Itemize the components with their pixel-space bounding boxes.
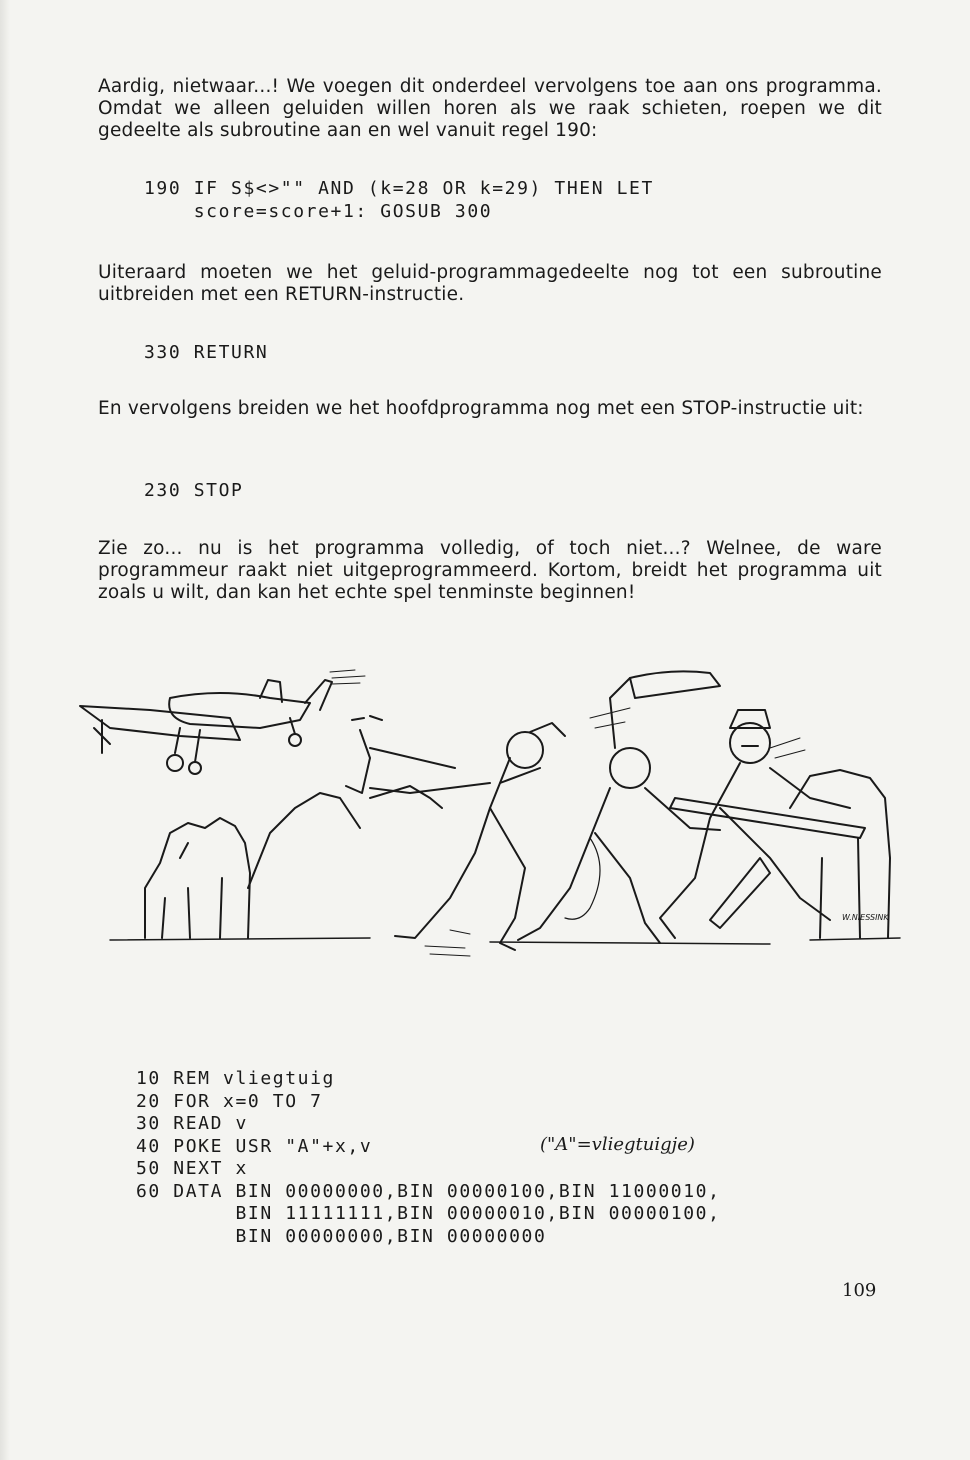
- cartoon-illustration: [70, 658, 920, 988]
- code-line-330: 330 RETURN: [144, 342, 269, 363]
- paragraph-return: Uiteraard moeten we het geluid-programmagedeelte nog tot een subroutine uitbreiden met een RETURN-instructie.: [98, 262, 882, 305]
- page-edge: [0, 0, 10, 1460]
- paragraph-conclusion: Zie zo... nu is het programma volledig, of toch niet...? Welnee, de ware programmeur raakt niet uitgeprogrammeerd. Kortom, breidt het programma uit zoals u wilt, dan kan het echte spel tenminste beginnen!: [98, 538, 882, 603]
- caveman-with-slingshot: [346, 716, 565, 950]
- airplane-drawing: [80, 670, 365, 774]
- basic-listing: 10 REM vliegtuig 20 FOR x=0 TO 7 30 READ v 40 POKE USR "A"+x,v 50 NEXT x 60 DATA BIN 00000000,BIN 00000100,BIN 11000010, BIN 11111111,BIN 00000010,BIN 00000100, BIN 00000000,BIN 00000000: [136, 1068, 721, 1247]
- page-number: 109: [842, 1280, 877, 1301]
- code-line-190: 190 IF S$<>"" AND (k=28 OR k=29) THEN LET score=score+1: GOSUB 300: [144, 178, 654, 222]
- illustration-signature: W.NIESSINK: [842, 913, 889, 922]
- listing-caption: ("A"=vliegtuigje): [540, 1134, 695, 1155]
- hunter-with-rifle: [660, 710, 865, 938]
- paragraph-stop: En vervolgens breiden we het hoofdprogramma nog met een STOP-instructie uit:: [98, 398, 864, 419]
- paragraph-intro: Aardig, nietwaar...! We voegen dit onderdeel vervolgens toe aan ons programma. Omdat we alleen geluiden willen horen als we raak schieten, roepen we dit gedeelte als subroutine aan en wel vanuit regel 190:: [98, 76, 882, 141]
- caveman-with-club: [518, 671, 720, 943]
- code-line-230: 230 STOP: [144, 480, 244, 501]
